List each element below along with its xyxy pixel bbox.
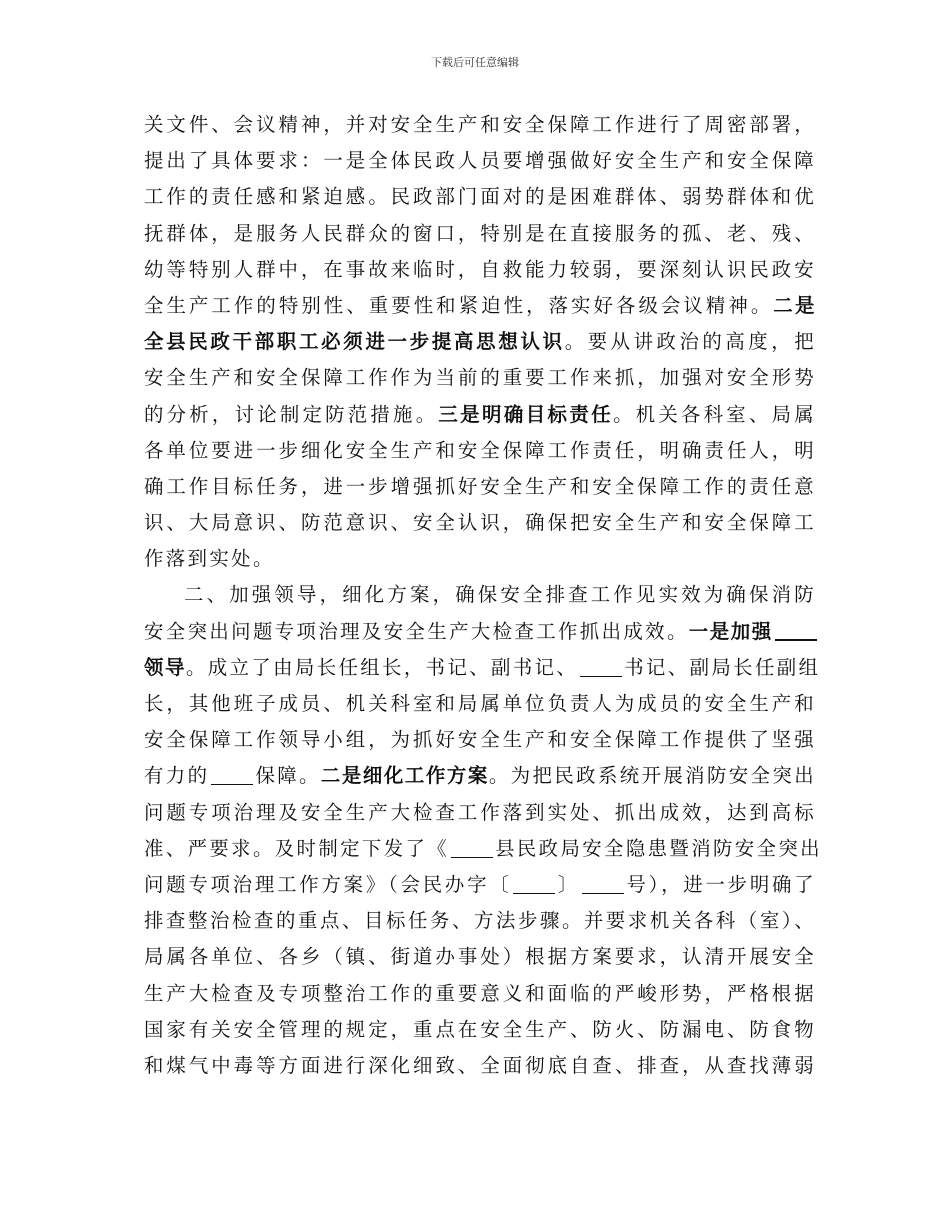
body-text <box>144 107 822 1084</box>
text-line: 局属各单位、各乡（镇、街道办事处）根据方案要求，认清开展安全 <box>144 945 816 969</box>
text-line: 安全保障工作领导小组，为抓好安全生产和安全保障工作提供了坚强 <box>144 728 816 752</box>
text-run: 县民政局安全隐患暨消防安全突出 <box>495 836 822 860</box>
bold-heading: 二是细化工作方案 <box>320 764 489 788</box>
text-line: 关文件、会议精神，并对安全生产和安全保障工作进行了周密部署， <box>144 113 816 136</box>
text-line: 安全生产和安全保障工作作为当前的重要工作来抓，加强对安全形势 <box>144 366 816 390</box>
bold-heading: 领导 <box>144 655 186 679</box>
text-run: 号），进一步明确了 <box>626 872 816 896</box>
bold-heading: 三是明确目标责任 <box>438 402 614 426</box>
text-line: 问题专项治理及安全生产大检查工作落到实处、抓出成效，达到高标 <box>144 800 816 824</box>
text-line: 抚群体，是服务人民群众的窗口，特别是在直接服务的孤、老、残、 <box>144 221 816 245</box>
text-line: 幼等特别人群中，在事故来临时，自救能力较弱，要深刻认识民政安 <box>144 257 816 281</box>
text-line <box>144 397 816 433</box>
text-line: 和煤气中毒等方面进行深化细致、全面彻底自查、排查，从查找薄弱 <box>144 1053 816 1077</box>
text-line <box>144 324 816 360</box>
bold-heading: 二是 <box>773 293 816 317</box>
text-line <box>144 650 821 686</box>
text-run: 。机关各科室、局属 <box>613 402 816 426</box>
blank-underline <box>775 619 817 641</box>
blank-underline <box>451 837 493 858</box>
text-line: 确工作目标任务，进一步增强抓好安全生产和安全保障工作的责任意 <box>144 474 816 498</box>
text-line <box>144 867 816 903</box>
text-run: 。成立了由局长任组长，书记、副书记、 <box>185 655 579 679</box>
text-line <box>144 288 816 324</box>
text-line: 国家有关安全管理的规定，重点在安全生产、防火、防漏电、防食物 <box>144 1017 816 1041</box>
blank-underline <box>582 873 624 894</box>
text-run: 保障。 <box>255 764 321 788</box>
text-run: 的分析，讨论制定防范措施。 <box>144 402 439 426</box>
text-line <box>144 614 816 650</box>
text-run: 准、严要求。及时制定下发了《 <box>144 836 450 860</box>
text-line <box>144 831 822 867</box>
text-line: 提出了具体要求：一是全体民政人员要增强做好安全生产和安全保障 <box>144 149 816 173</box>
bold-heading: 全县民政干部职工必须进一步提高思想认识 <box>144 330 565 354</box>
blank-underline <box>580 656 622 677</box>
blank-underline <box>513 873 555 894</box>
text-run: 。为把民政系统开展消防安全突出 <box>488 764 816 788</box>
text-run: 〕 <box>557 872 581 896</box>
text-line: 识、大局意识、防范意识、安全认识，确保把安全生产和安全保障工 <box>144 511 816 535</box>
blank-underline <box>211 764 253 785</box>
text-run: 安全突出问题专项治理及安全生产大检查工作抓出成效。 <box>144 619 689 643</box>
text-run: 全生产工作的特别性、重要性和紧迫性，落实好各级会议精神。 <box>144 293 774 317</box>
text-run: 问题专项治理工作方案》（会民办字〔 <box>144 872 512 896</box>
text-line: 生产大检查及专项整治工作的重要意义和面临的严峻形势，严格根据 <box>144 981 816 1005</box>
text-line: 长，其他班子成员、机关科室和局属单位负责人为成员的安全生产和 <box>144 692 816 715</box>
text-run: 。要从讲政治的高度，把 <box>564 330 816 354</box>
text-line: 二、加强领导，细化方案，确保安全排查工作见实效为确保消防 <box>184 583 816 607</box>
text-line: 各单位要进一步细化安全生产和安全保障工作责任，明确责任人，明 <box>144 438 816 462</box>
text-line: 工作的责任感和紧迫感。民政部门面对的是困难群体、弱势群体和优 <box>144 185 816 209</box>
text-run: 有力的 <box>144 764 210 788</box>
page-header: 下载后可任意编辑 <box>431 56 519 69</box>
text-line: 作落到实处。 <box>144 547 275 571</box>
text-line <box>144 758 816 794</box>
bold-heading: 一是加强 <box>688 619 773 643</box>
text-run: 书记、副局长任副组 <box>624 655 821 679</box>
text-line: 排查整治检查的重点、目标任务、方法步骤。并要求机关各科（室）、 <box>144 909 816 933</box>
